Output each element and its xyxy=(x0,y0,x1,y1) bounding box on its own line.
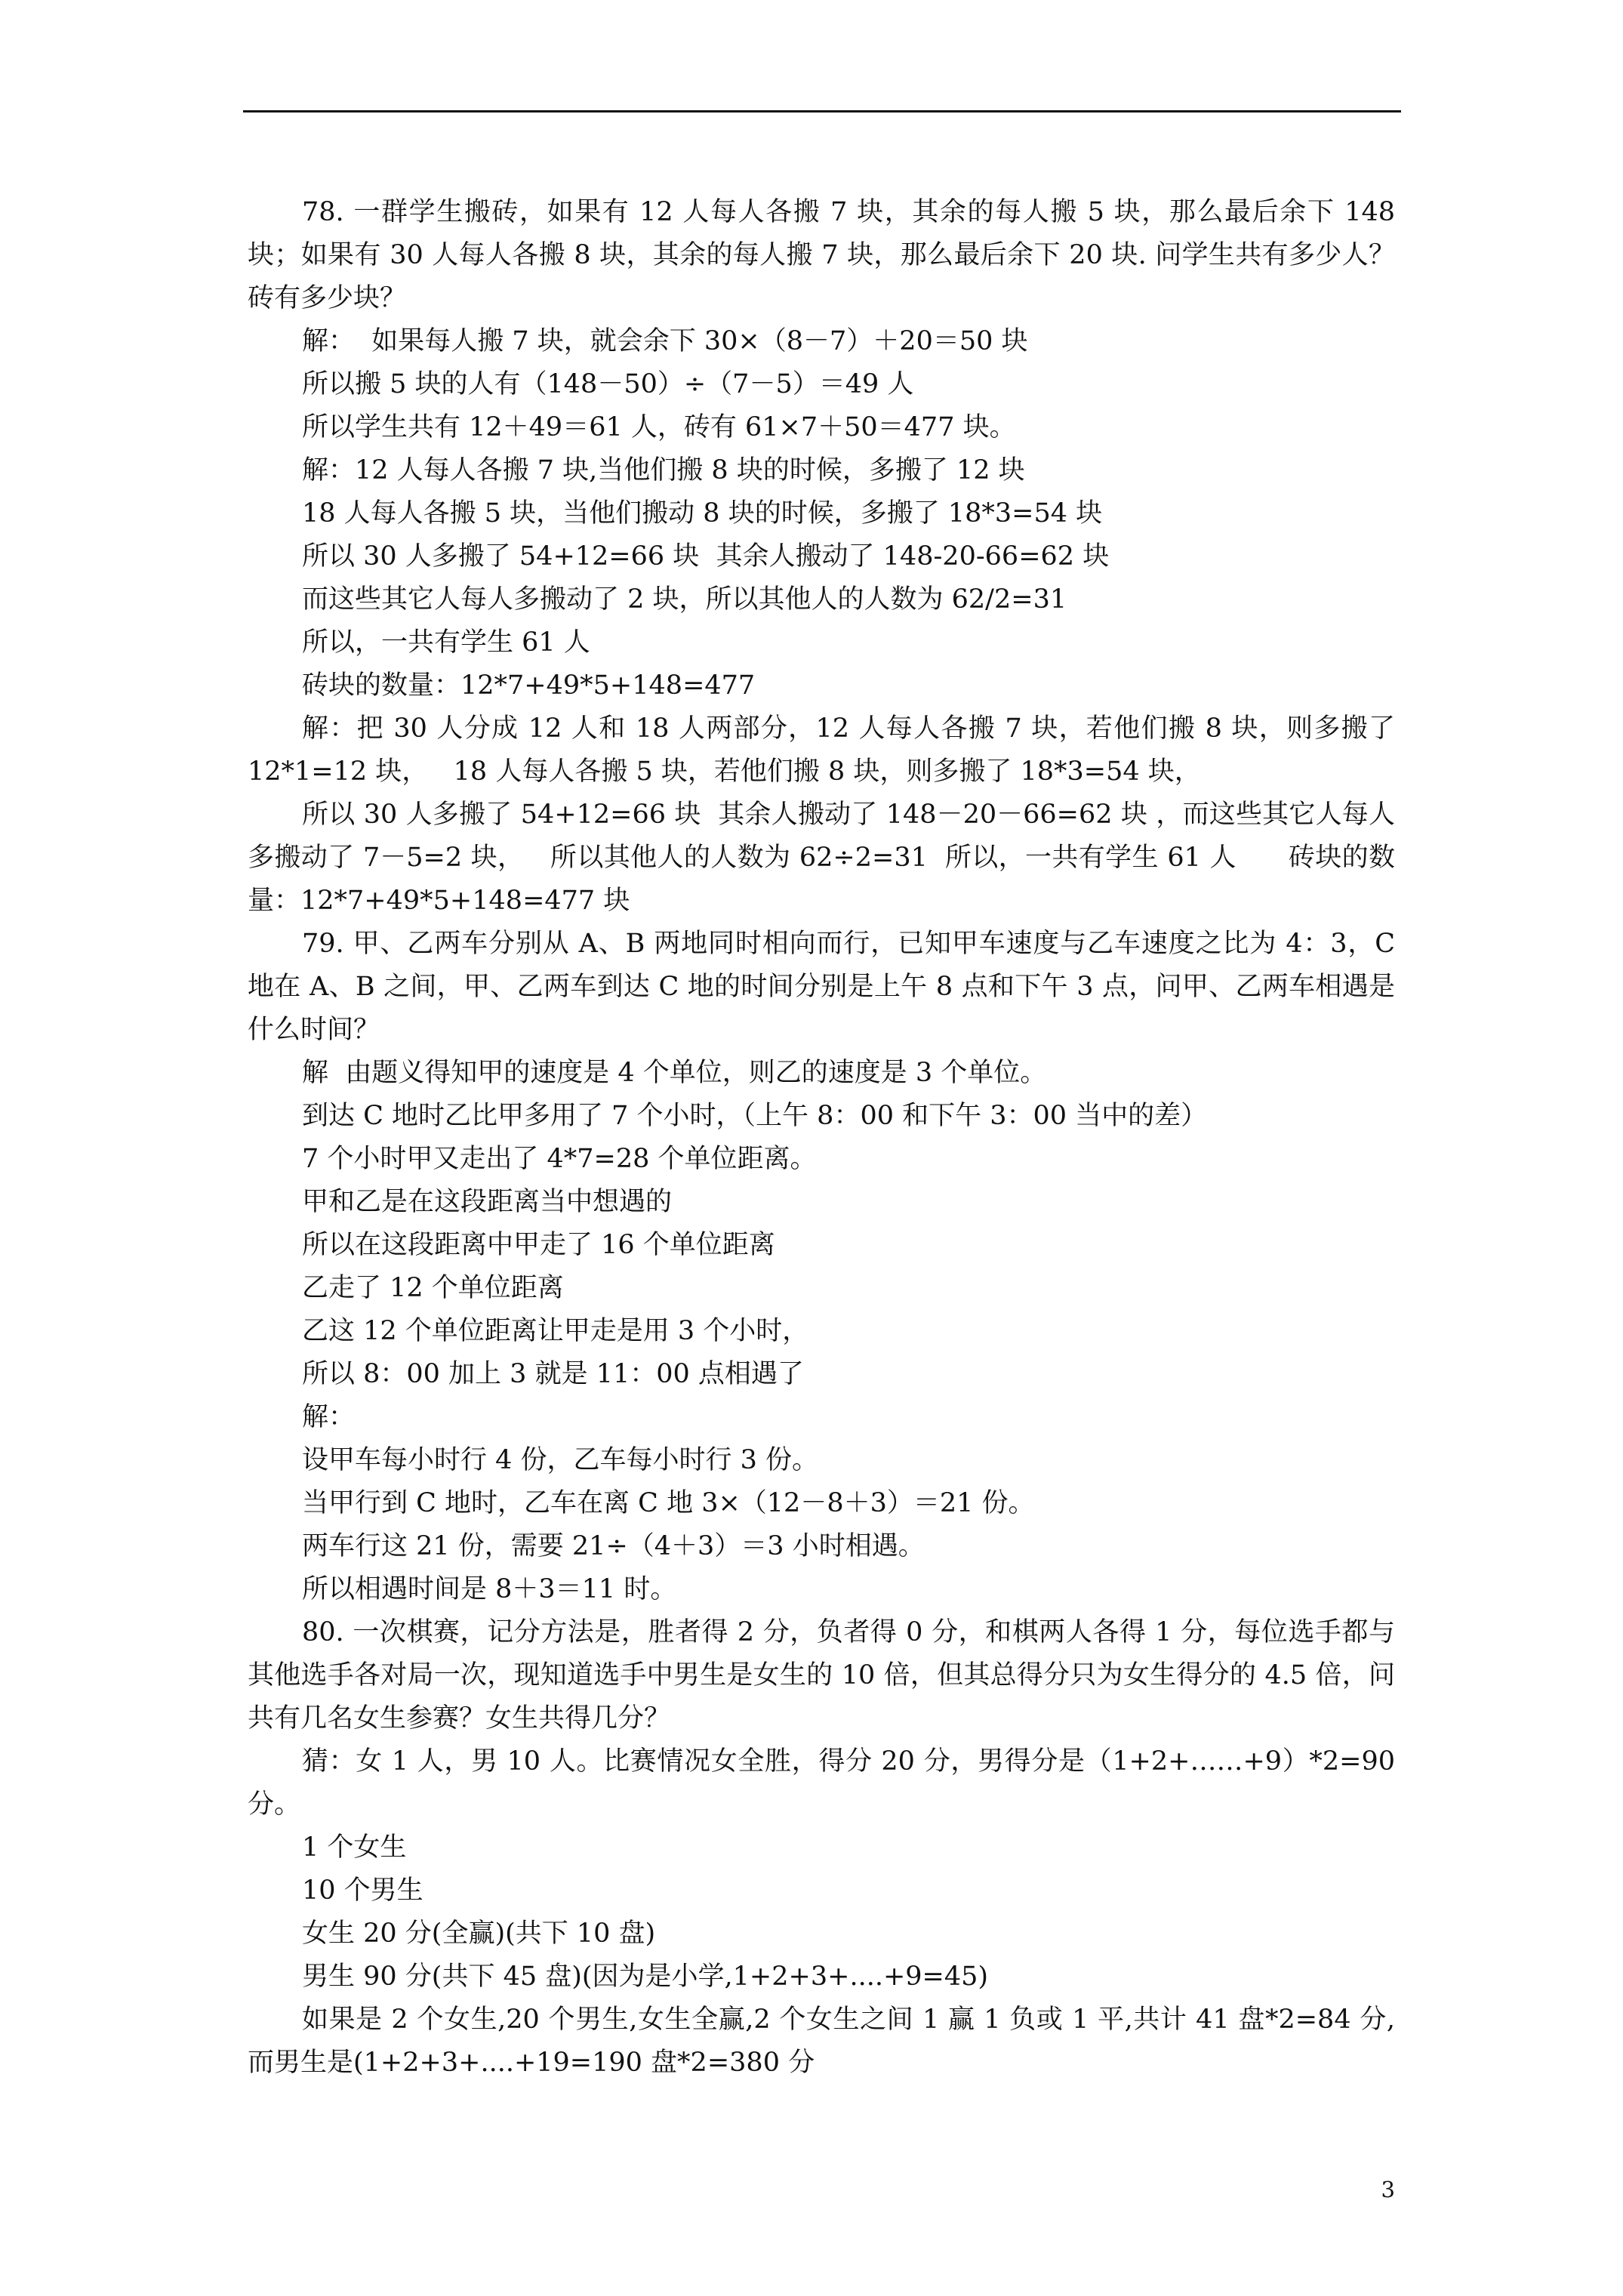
solution-line: 所以，一共有学生 61 人 xyxy=(302,627,590,658)
solution-line: 解：12 人每人各搬 7 块,当他们搬 8 块的时候，多搬了 12 块 xyxy=(302,455,1025,485)
document-body xyxy=(248,191,1404,2085)
solution-line: 所以相遇时间是 8＋3＝11 时。 xyxy=(302,1574,677,1604)
solution-line: 所以在这段距离中甲走了 16 个单位距离 xyxy=(302,1230,775,1260)
solution-line: 当甲行到 C 地时，乙车在离 C 地 3×（12－8＋3）＝21 份。 xyxy=(302,1488,1035,1518)
solution-line: 解： xyxy=(302,1402,356,1432)
solution-line: 所以 8：00 加上 3 就是 11：00 点相遇了 xyxy=(302,1359,804,1389)
header-rule xyxy=(243,110,1401,112)
page-number: 3 xyxy=(1381,2177,1395,2202)
solution-line: 乙走了 12 个单位距离 xyxy=(302,1273,564,1303)
solution-line: 而这些其它人每人多搬动了 2 块，所以其他人的人数为 62/2=31 xyxy=(302,584,1067,615)
solution-line: 所以搬 5 块的人有（148－50）÷（7－5）＝49 人 xyxy=(302,369,914,399)
problem-78-statement: 78. 一群学生搬砖，如果有 12 人每人各搬 7 块，其余的每人搬 5 块，那么最后余下 148 块；如果有 30 人每人各搬 8 块，其余的每人搬 7 块，那么最后余下 20 块. 问学生共有多少人？砖有多少块？ xyxy=(248,197,1404,313)
solution-line: 乙这 12 个单位距离让甲走是用 3 个小时， xyxy=(302,1316,809,1346)
solution-line: 7 个小时甲又走出了 4*7=28 个单位距离。 xyxy=(302,1144,817,1174)
solution-line: 如果是 2 个女生,20 个男生,女生全赢,2 个女生之间 1 赢 1 负或 1 平,共计 41 盘*2=84 分,而男生是(1+2+3+....+19=190 盘*2=380 分 xyxy=(248,2005,1395,2078)
solution-line: 所以学生共有 12＋49＝61 人，砖有 61×7＋50＝477 块。 xyxy=(302,412,1016,442)
solution-line: 到达 C 地时乙比甲多用了 7 个小时，（上午 8：00 和下午 3：00 当中的差） xyxy=(302,1101,1208,1131)
solution-line: 女生 20 分(全赢)(共下 10 盘) xyxy=(302,1918,656,1949)
problem-79-statement: 79. 甲、乙两车分别从 A、B 两地同时相向而行，已知甲车速度与乙车速度之比为 4：3，C 地在 A、B 之间，甲、乙两车到达 C 地的时间分别是上午 8 点和下午 3 点，问甲、乙两车相遇是什么时间？ xyxy=(248,929,1404,1045)
solution-line: 解：把 30 人分成 12 人和 18 人两部分，12 人每人各搬 7 块，若他们搬 8 块，则多搬了 12*1=12 块， 18 人每人各搬 5 块，若他们搬 8 块，则多搬了 18*3=54 块， xyxy=(248,713,1404,787)
solution-line: 砖块的数量：12*7+49*5+148=477 xyxy=(302,670,756,701)
solution-line: 甲和乙是在这段距离当中想遇的 xyxy=(302,1187,673,1217)
solution-line: 所以 30 人多搬了 54+12=66 块 其余人搬动了 148－20－66=62 块 ，而这些其它人每人多搬动了 7－5=2 块， 所以其他人的人数为 62÷2=31 所以，一共有学生 61 人 砖块的数量：12*7+49*5+148=477 块 xyxy=(248,800,1395,916)
solution-line: 两车行这 21 份，需要 21÷（4＋3）＝3 小时相遇。 xyxy=(302,1531,925,1561)
solution-line: 所以 30 人多搬了 54+12=66 块 其余人搬动了 148-20-66=62 块 xyxy=(302,541,1110,572)
solution-line: 解： 如果每人搬 7 块，就会余下 30×（8－7）＋20＝50 块 xyxy=(302,326,1028,356)
solution-line: 设甲车每小时行 4 份，乙车每小时行 3 份。 xyxy=(302,1445,819,1475)
problem-80-statement: 80. 一次棋赛，记分方法是，胜者得 2 分，负者得 0 分，和棋两人各得 1 分，每位选手都与其他选手各对局一次，现知道选手中男生是女生的 10 倍，但其总得分只为女生得分的 4.5 倍，问共有几名女生参赛？女生共得几分？ xyxy=(248,1617,1395,1734)
solution-line: 男生 90 分(共下 45 盘)(因为是小学,1+2+3+....+9=45) xyxy=(302,1962,989,1992)
solution-line: 1 个女生 xyxy=(302,1832,407,1863)
solution-line: 10 个男生 xyxy=(302,1875,423,1906)
solution-line: 猜：女 1 人，男 10 人。比赛情况女全胜，得分 20 分，男得分是（1+2+……+9）*2=90 分。 xyxy=(248,1746,1404,1820)
solution-line: 18 人每人各搬 5 块，当他们搬动 8 块的时候，多搬了 18*3=54 块 xyxy=(302,498,1103,529)
solution-line: 解 由题义得知甲的速度是 4 个单位，则乙的速度是 3 个单位。 xyxy=(302,1058,1047,1088)
